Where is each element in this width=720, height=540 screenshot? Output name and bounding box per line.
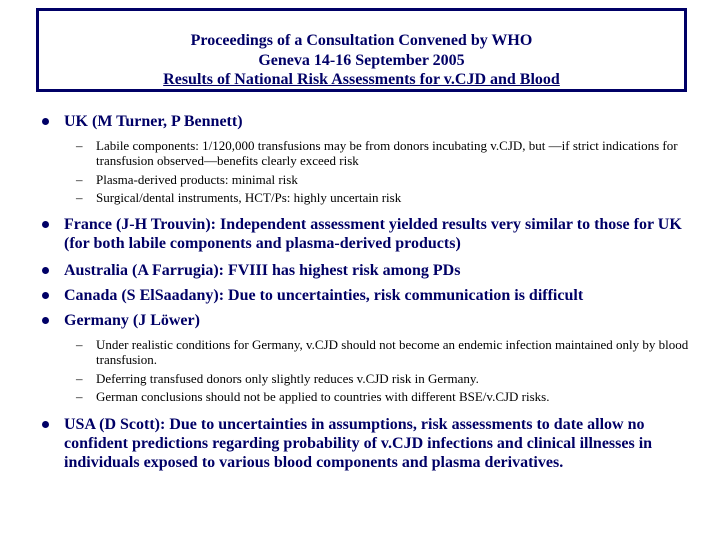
title-line-2: Geneva 14-16 September 2005: [258, 51, 465, 69]
dash-icon: –: [76, 371, 83, 386]
title-line-1: Proceedings of a Consultation Convened by WHO: [190, 32, 533, 49]
bullet-text: USA (D Scott): Due to uncertainties in assumptions, risk assessments to date allow no confident predictions regarding probability of v.CJD infections and clinical illnesses in individuals exposed to various blood components and plasma derivatives.: [64, 416, 653, 471]
bullet-text: UK (M Turner, P Bennett): [64, 113, 243, 130]
bullet-dot-icon: [42, 421, 49, 428]
title-line-3: Results of National Risk Assessments for v.CJD and Blood: [163, 71, 560, 88]
dash-icon: –: [76, 337, 83, 352]
bullet-text: France (J-H Trouvin): Independent assessment yielded results very similar to those for UK (for both labile components and plasma-derived products): [64, 216, 682, 252]
bullet-dot-icon: [42, 267, 49, 274]
sub-text: Surgical/dental instruments, HCT/Ps: highly uncertain risk: [96, 190, 402, 205]
bullet-text: Australia (A Farrugia): FVIII has highest risk among PDs: [64, 262, 461, 279]
dash-icon: –: [76, 138, 83, 153]
dash-icon: –: [76, 389, 83, 404]
sub-text: Under realistic conditions for Germany, v.CJD should not become an endemic infection maintained only by blood transfusion.: [96, 337, 689, 367]
bullet-dot-icon: [42, 292, 49, 299]
bullet-dot-icon: [42, 221, 49, 228]
sub-text: Deferring transfused donors only slightly reduces v.CJD risk in Germany.: [96, 371, 479, 386]
bullet-dot-icon: [42, 118, 49, 125]
dash-icon: –: [76, 172, 83, 187]
sub-text: Plasma-derived products: minimal risk: [96, 172, 298, 187]
bullet-text: Canada (S ElSaadany): Due to uncertainties, risk communication is difficult: [64, 287, 584, 304]
bullet-dot-icon: [42, 317, 49, 324]
bullet-text: Germany (J Löwer): [64, 312, 200, 329]
dash-icon: –: [76, 190, 83, 205]
title-box: [36, 8, 687, 92]
sub-text: Labile components: 1/120,000 transfusions may be from donors incubating v.CJD, but —if strict indications for transfusion observed—benefits clearly exceed risk: [96, 138, 678, 168]
sub-text: German conclusions should not be applied to countries with different BSE/v.CJD risks.: [96, 389, 550, 404]
